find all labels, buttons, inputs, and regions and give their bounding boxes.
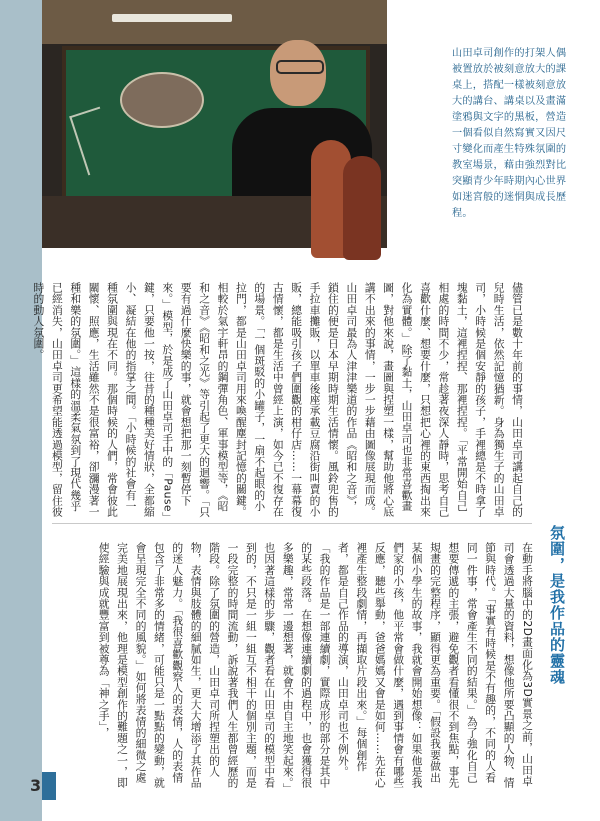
article-lower-text: 在動手將腦中的2D畫面化為3D實景之前，山田卓司會透過大量的資料，想像他所要凸顯的人物、情節與時代。「事實有時候是不有趣的，不同的人看同一件事，常會產生不同的結果。」為了強化自己想要傳遞的主張，避免觀者看懂很不到焦點，事先規畫的完整程序，顯得更為重要。「假設我要做出某個小學生的故事，我就會開始想像：如果他是我們家的小孩，他平常會做什麼，遇到事情會有哪些反應，聽些舉動，爸爸媽媽又會是如何……先在心裡產生整段劇情，再擷取片段出來。」每個創作者，都是自己作品的導演，山田卓司也不例外。「我的作品是一部連續劇，實際成形的部分是其中的某些段落。在想像連續劇的過程中，也會獲得很多樂趣，常常一邊想著，就會不由自主地笑起來。」也因著這樣的步驟，觀者看在山田卓司的模型中看到的，不只是一組一組互不相干的個別主題，而是一段完整的時間流動，訴說著我們人生都曾經歷的階段。除了氛圍的營造，山田卓司所捏塑出的人物，表情與肢體的細膩如生，更大大增添了其作品的迷人魅力。「我很喜歡觀察人的表情，人的表情包含了非常多的情緒，可能只是一點點的變動，就會呈現完全不同的風貌。」如何將表情的細微之處完美地展現出來，他理是模型創作的難題之一，即使經驗與成就豐富到被尊為「神之手」， (97, 542, 534, 789)
section-heading: 氛圍，是我作品的靈魂 (548, 525, 566, 685)
article-upper-text: 儘管已是數十年前的事情，山田卓司講起自己的兒時生活，依然記憶猶新。身為獨生子的山田卓司，小時候是個安靜的孩子，手裡總是不時拿了塊黏土，這裡捏捏、那裡捏捏。「平常開始自己相處的時間不少，常趁著夜深人靜時，思考自己喜歡什麼、想要什麼，只想把心裡的東西掏出來化為實體。」除了黏土，山田卓司也非常喜歡畫圖，對他來說，畫圖與捏塑一樣，幫助他將心底講不出來的事情，一步一步藉由圖像展現而成。山田卓司最為人津津樂道的作品《昭和之音》，鎖住的便是日本早期時期生活情懷。風鈴兜售的手拉車攤販，以單車後座承載豆腐沿街叫賣的小販，總能吸引孩子們圍觀的柑仔店……一幕幕復古情懷，都是生活中曾經上演，如今已不復存在的場景。「一個斑駁的小罐子，一扇不起眼的小拉門，都是山田卓司用來喚醒塵封記憶的關鍵。相較於氣宇軒昂的鋼彈角色、軍事模型等，《昭和之音》《昭和之光》等引起了更大的迴響。「只要有過什麼快樂的事，就會想把那一刻暫停下來。」模型，於是成了山田卓司手中的「Pause」鍵，只要他一按，往昔的種種美好情狀，全都縮小、凝結在他的指掌之間。「小時候的社會有一種氛圍與現在不同。那個時候的人們，常會彼此關懷、照應，生活雖然不是很富裕，卻瀰漫著一種和樂的氛圍。」這樣的溫柔氣氛到了現代幾乎已經消失，山田卓司更希望能透過模型，留住彼時的動人氛圍。 (32, 282, 524, 518)
left-sidebar-band (0, 0, 42, 821)
photo-caption: 山田卓司創作的打架人偶被置放於被刻意放大的課桌上，搭配一樣被刻意放大的講台、講桌以及畫滿塗鴉與文字的黑板，營造一個看似自然寫實又因尺寸變化而產生特殊氛圍的教室場景，藉由強烈對比突顯青少年時期內心世界如迷宮般的迷惘與成長歷程。 (452, 48, 567, 219)
page-tab (42, 772, 56, 800)
page-number: 3 (30, 776, 42, 795)
section-divider (52, 523, 532, 524)
photo-ceiling (42, 0, 387, 44)
artist-glasses (276, 60, 324, 74)
puppet-figures (305, 128, 387, 278)
ceiling-lamp (112, 14, 232, 22)
puppet-figure (343, 156, 381, 260)
chalk-fish-drawing (120, 72, 204, 128)
